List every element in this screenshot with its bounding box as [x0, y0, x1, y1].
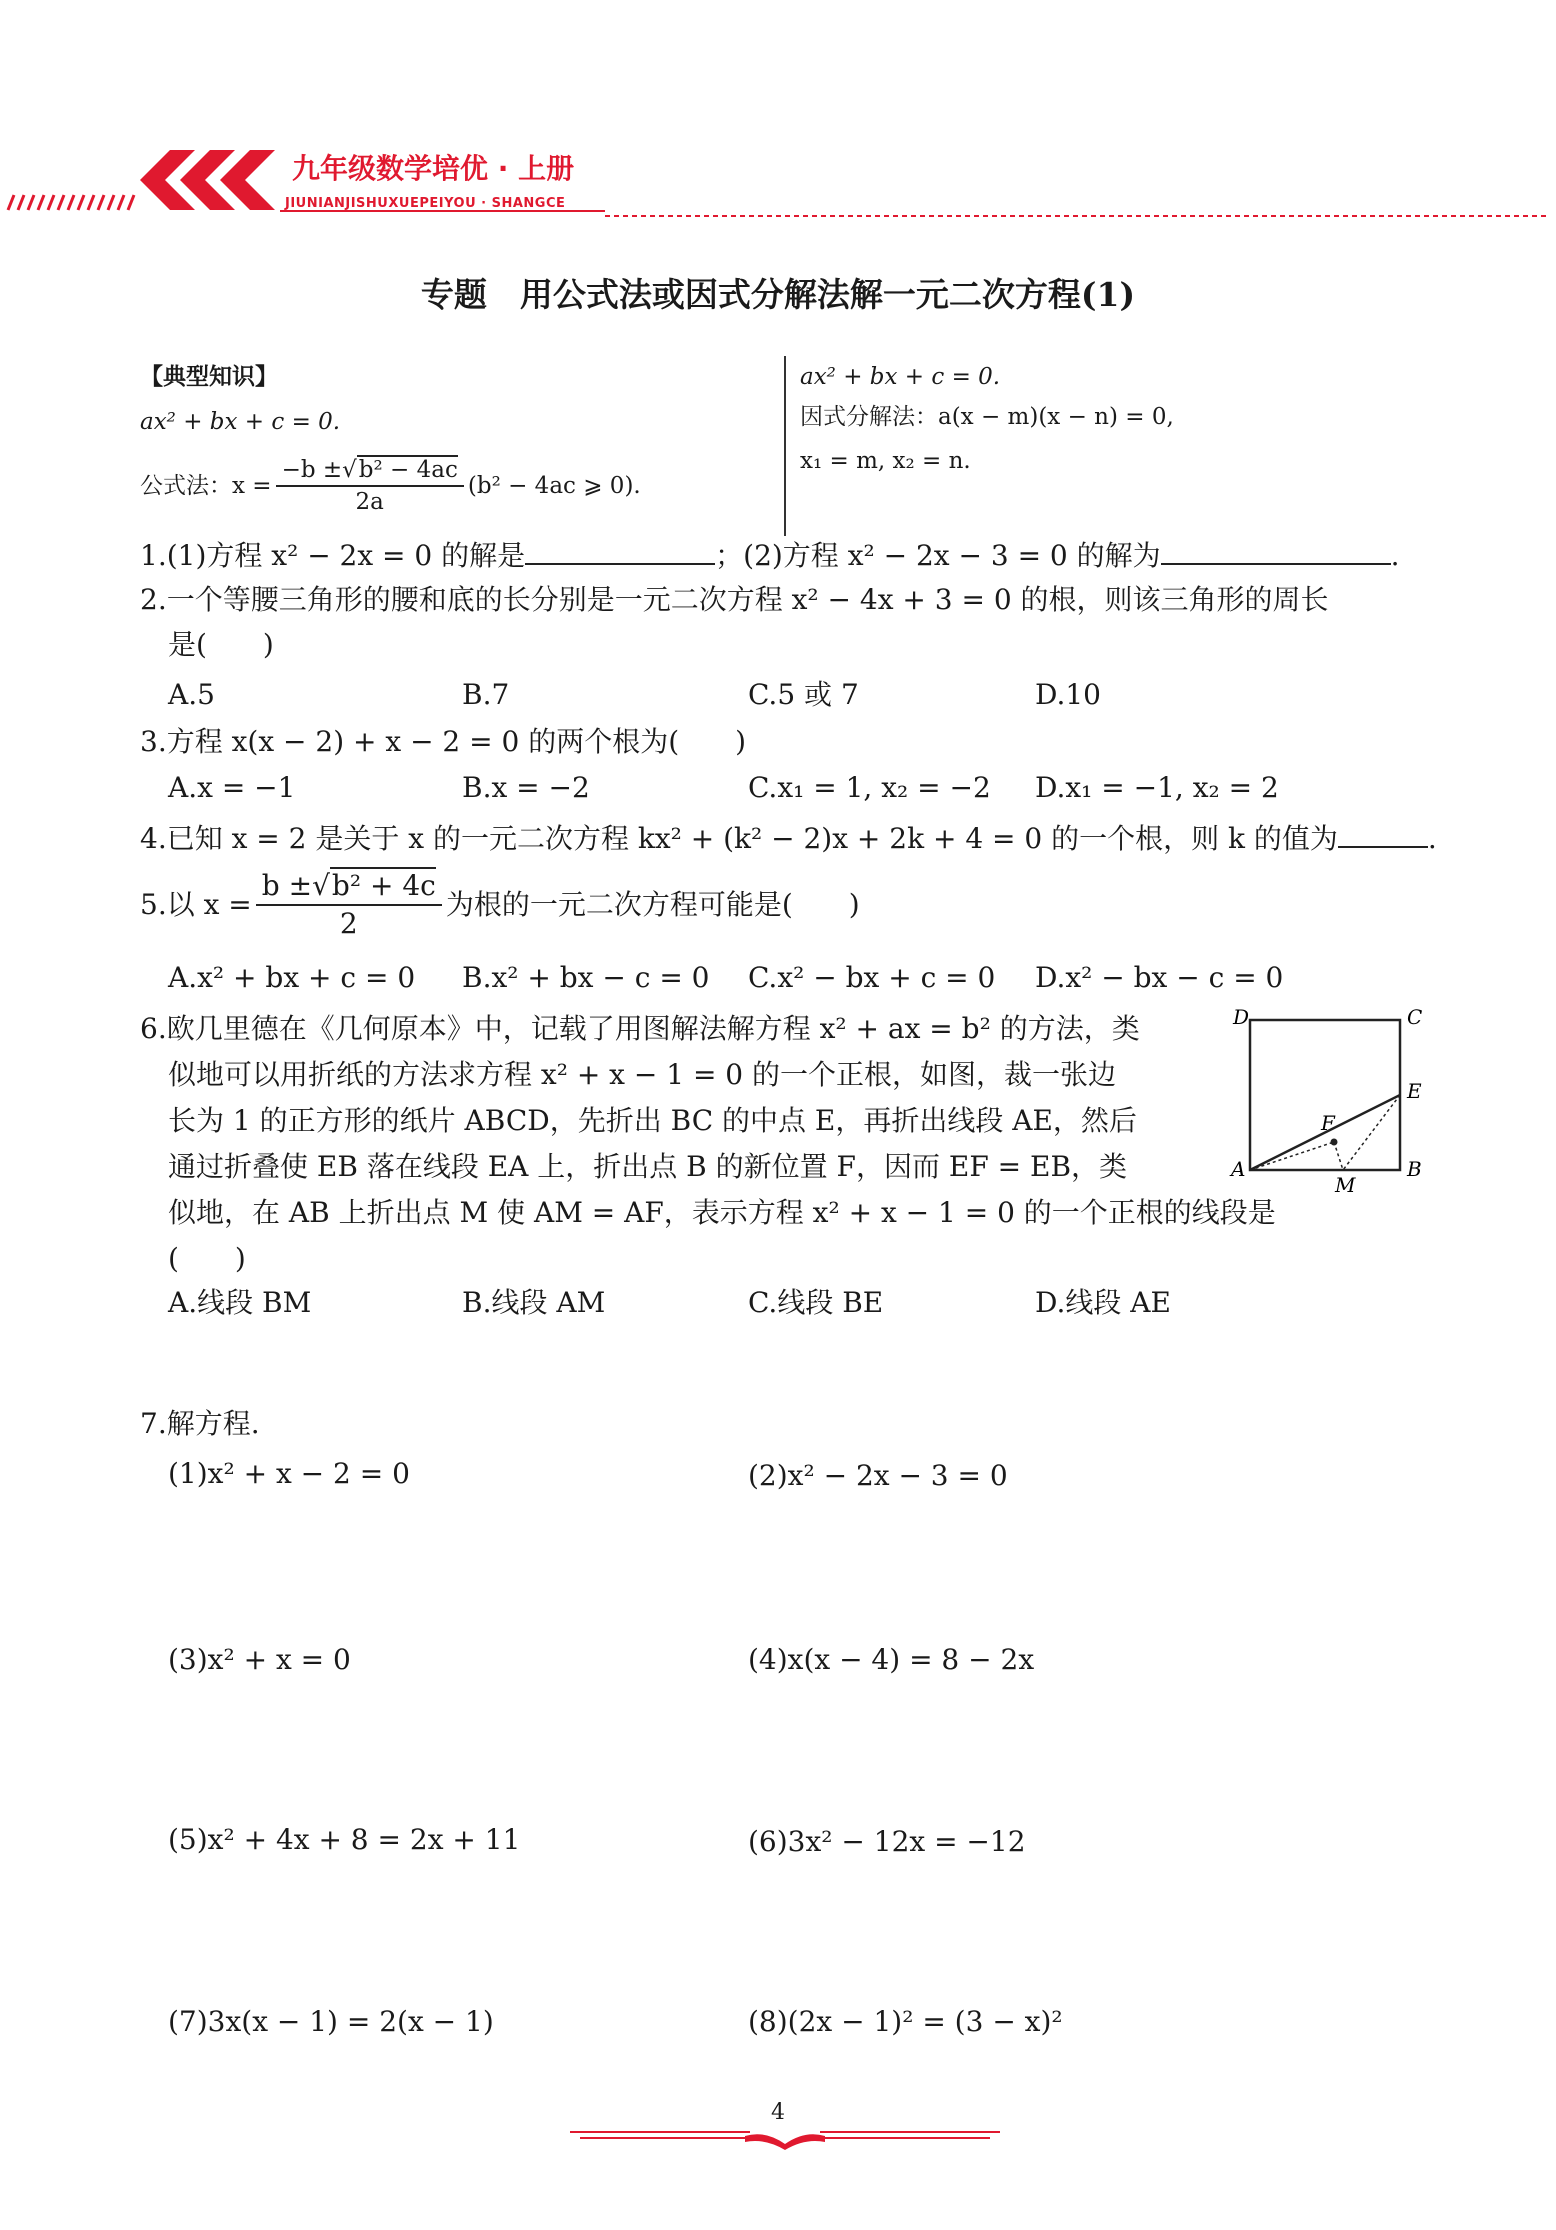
page-title: 专题 用公式法或因式分解法解一元二次方程(1) — [420, 275, 1136, 314]
question-6-stem — [140, 1006, 1276, 1282]
label-m: M — [1335, 1173, 1356, 1197]
q6-line: 长为 1 的正方形的纸片 ABCD，先折出 BC 的中点 E，再折出线段 AE，然后 — [168, 1104, 1137, 1137]
q5-numerator-sqrt: b² + 4c — [331, 869, 436, 902]
q5-denominator: 2 — [339, 907, 358, 940]
q1-part1: 1.(1)方程 x² − 2x = 0 的解是 — [140, 539, 526, 572]
header-decoration — [0, 140, 1556, 230]
question-2-stem-cont: 是( ) — [168, 628, 274, 661]
q3-option-c[interactable]: C.x₁ = 1, x₂ = −2 — [748, 771, 991, 804]
formula-label: 公式法：x = — [140, 473, 272, 499]
q1-part2: ；(2)方程 x² − 2x − 3 = 0 的解为 — [715, 539, 1161, 572]
factor-method: 因式分解法：a(x − m)(x − n) = 0, — [800, 404, 1174, 430]
q3-option-b[interactable]: B.x = −2 — [462, 771, 590, 804]
answer-blank[interactable] — [525, 535, 715, 565]
q6-line: 通过折叠使 EB 落在线段 EA 上，折出点 B 的新位置 F，因而 EF = EB，类 — [168, 1150, 1128, 1183]
point-f — [1331, 1139, 1338, 1146]
q6-line: 似地可以用折纸的方法求方程 x² + x − 1 = 0 的一个正根，如图，裁一张边 — [168, 1058, 1117, 1091]
q6-line: 似地，在 AB 上折出点 M 使 AM = AF，表示方程 x² + x − 1 = 0 的一个正根的线段是 — [168, 1196, 1276, 1229]
formula-fraction: $\frac{\text{−b ±√b² − 4ac}}{2a}$ — [276, 455, 464, 517]
header-subtitle: JIUNIANJISHUXUEPEIYOU · SHANGCE — [285, 196, 566, 211]
label-e: E — [1407, 1079, 1422, 1103]
q7-part-6: (6)3x² − 12x = −12 — [748, 1825, 1026, 1858]
q6-line: ( ) — [168, 1242, 246, 1275]
header-title: 九年级数学培优 · 上册 — [292, 152, 575, 185]
q6-option-b[interactable]: B.线段 AM — [462, 1286, 606, 1319]
q5-prefix: 5.以 x = — [140, 888, 252, 921]
q6-figure — [1225, 1000, 1445, 1200]
q5-suffix: 为根的一元二次方程可能是( ) — [445, 888, 860, 921]
formula-numerator-prefix: −b ± — [281, 457, 343, 483]
q4-end: . — [1427, 822, 1437, 855]
question-1 — [140, 535, 1400, 574]
question-2-stem: 2.一个等腰三角形的腰和底的长分别是一元二次方程 x² − 4x + 3 = 0 的根，则该三角形的周长 — [140, 583, 1329, 616]
q7-part-3: (3)x² + x = 0 — [168, 1643, 351, 1676]
q5-option-b[interactable]: B.x² + bx − c = 0 — [462, 961, 710, 994]
q7-part-4: (4)x(x − 4) = 8 − 2x — [748, 1643, 1035, 1676]
q6-option-a[interactable]: A.线段 BM — [168, 1286, 312, 1319]
q1-end: . — [1390, 539, 1400, 572]
knowledge-left-equation: ax² + bx + c = 0. — [140, 409, 341, 435]
q5-option-a[interactable]: A.x² + bx + c = 0 — [168, 961, 416, 994]
q3-option-a[interactable]: A.x = −1 — [168, 771, 296, 804]
q5-fraction: $\frac{\text{b ±√b² + 4c}}{2}$ — [256, 868, 442, 942]
q4-stem: 4.已知 x = 2 是关于 x 的一元二次方程 kx² + (k² − 2)x + 2k + 4 = 0 的一个根，则 k 的值为 — [140, 822, 1338, 855]
fold-line — [1334, 1142, 1343, 1170]
q2-option-a[interactable]: A.5 — [168, 678, 215, 711]
factor-roots: x₁ = m, x₂ = n. — [800, 448, 971, 474]
q5-option-c[interactable]: C.x² − bx + c = 0 — [748, 961, 996, 994]
q2-option-d[interactable]: D.10 — [1035, 678, 1101, 711]
q6-option-d[interactable]: D.线段 AE — [1035, 1286, 1171, 1319]
answer-blank[interactable] — [1338, 818, 1428, 848]
knowledge-heading: 【典型知识】 — [140, 364, 278, 390]
q6-option-c[interactable]: C.线段 BE — [748, 1286, 884, 1319]
label-c: C — [1407, 1005, 1423, 1029]
q7-part-7: (7)3x(x − 1) = 2(x − 1) — [168, 2005, 494, 2038]
label-d: D — [1233, 1005, 1250, 1029]
knowledge-divider — [784, 356, 786, 536]
formula-denominator: 2a — [355, 489, 384, 515]
answer-blank[interactable] — [1161, 535, 1391, 565]
chevron-icon — [220, 150, 275, 210]
q7-part-8: (8)(2x − 1)² = (3 − x)² — [748, 2005, 1063, 2038]
knowledge-right-equation: ax² + bx + c = 0. — [800, 364, 1001, 390]
q7-part-2: (2)x² − 2x − 3 = 0 — [748, 1459, 1008, 1492]
square-abcd — [1250, 1020, 1400, 1170]
page-number: 4 — [771, 2100, 785, 2125]
question-3-stem: 3.方程 x(x − 2) + x − 2 = 0 的两个根为( ) — [140, 725, 747, 758]
formula-condition: (b² − 4ac ⩾ 0). — [467, 473, 641, 499]
q5-numerator-prefix: b ± — [261, 869, 313, 902]
q2-option-c[interactable]: C.5 或 7 — [748, 678, 859, 711]
formula-numerator-sqrt: b² − 4ac — [358, 457, 458, 483]
q6-line: 6.欧几里德在《几何原本》中，记载了用图解法解方程 x² + ax = b² 的方法，类 — [140, 1012, 1140, 1045]
label-b: B — [1407, 1157, 1422, 1181]
q3-option-d[interactable]: D.x₁ = −1, x₂ = 2 — [1035, 771, 1279, 804]
q2-option-b[interactable]: B.7 — [462, 678, 510, 711]
label-a: A — [1231, 1157, 1246, 1181]
q7-part-5: (5)x² + 4x + 8 = 2x + 11 — [168, 1823, 521, 1856]
question-7-stem: 7.解方程. — [140, 1407, 260, 1440]
label-f: F — [1321, 1111, 1335, 1135]
question-5 — [140, 868, 860, 942]
q5-option-d[interactable]: D.x² − bx − c = 0 — [1035, 961, 1284, 994]
question-4 — [140, 818, 1437, 857]
q7-part-1: (1)x² + x − 2 = 0 — [168, 1457, 410, 1490]
formula-method — [140, 455, 641, 517]
